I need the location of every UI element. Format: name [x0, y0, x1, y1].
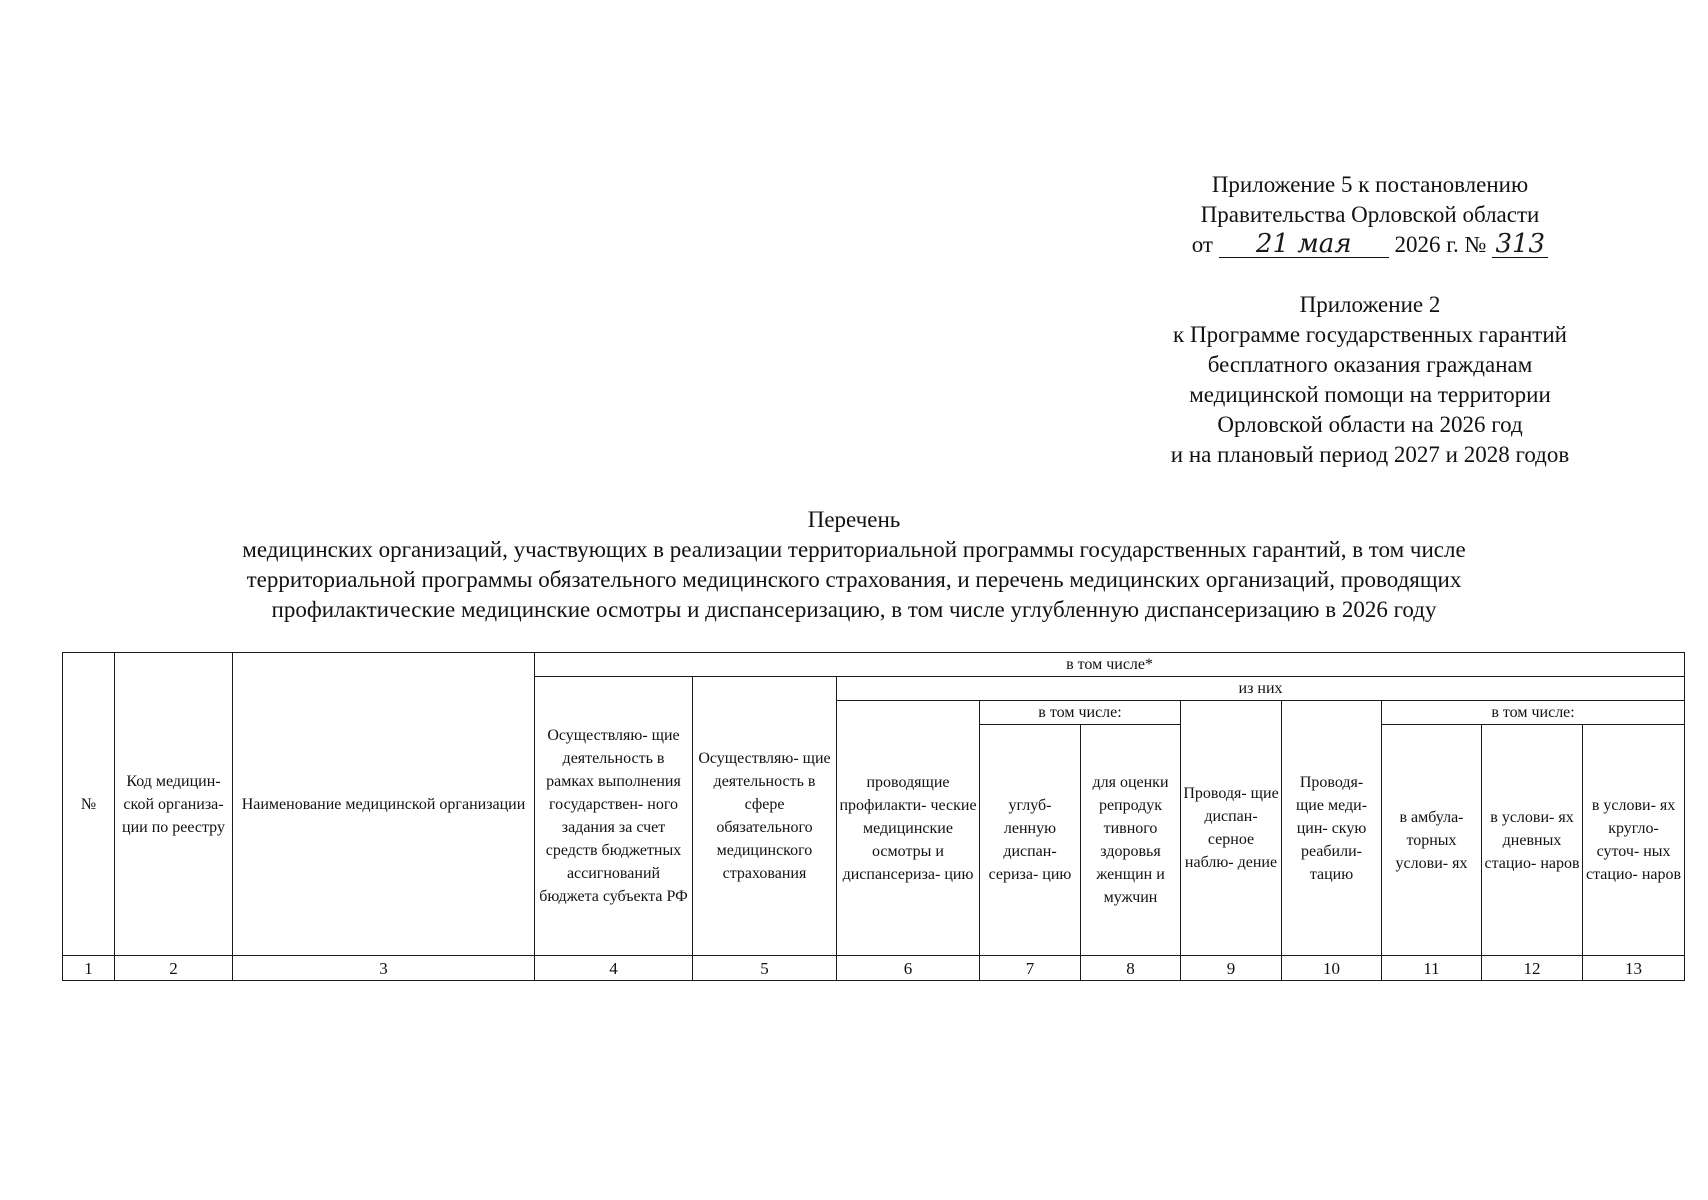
title-line: медицинских организаций, участвующих в реализации территориальной программы государственных гарантий, в том числе: [242, 537, 1466, 562]
header-group-including: в том числе*: [535, 653, 1685, 677]
annex2-line: медицинской помощи на территории: [1189, 382, 1551, 407]
column-number: 8: [1081, 956, 1181, 981]
annex2-line: Орловской области на 2026 год: [1217, 412, 1523, 437]
column-number: 12: [1482, 956, 1583, 981]
header-group-including-b: в том числе:: [1382, 701, 1685, 725]
header-round-clock-hospital: в услови- ях кругло- суточ- ных стацио- наров: [1583, 725, 1685, 956]
column-number: 4: [535, 956, 693, 981]
header-group-including-a: в том числе:: [980, 701, 1181, 725]
annex2-line: бесплатного оказания гражданам: [1207, 352, 1533, 377]
column-number: 5: [693, 956, 837, 981]
column-number: 6: [837, 956, 980, 981]
annex2-line: Приложение 2: [1299, 292, 1441, 317]
column-number: 7: [980, 956, 1081, 981]
header-group-of-them: из них: [837, 677, 1685, 701]
column-number: 11: [1382, 956, 1482, 981]
handwritten-number: 313: [1492, 231, 1548, 258]
header-oms-activity: Осуществляю- щие деятельность в сфере обязательного медицинского страхования: [693, 677, 837, 956]
annex5-line2: Правительства Орловской области: [1200, 202, 1540, 227]
header-preventive-exams: проводящие профилакти- ческие медицинские осмотры и диспансериза- цию: [837, 701, 980, 956]
column-number: 2: [115, 956, 233, 981]
header-organization-name: Наименование медицинской организации: [233, 653, 535, 956]
annex2-line: и на плановый период 2027 и 2028 годов: [1170, 442, 1570, 467]
header-budget-assignment: Осуществляю- щие деятельность в рамках выполнения государствен- ного задания за счет средств бюджетных ассигнований бюджета субъекта РФ: [535, 677, 693, 956]
title-line: профилактические медицинские осмотры и диспансеризацию, в том числе углубленную диспансеризацию в 2026 году: [271, 597, 1437, 622]
column-number: 3: [233, 956, 535, 981]
annex-5-reference: [1150, 170, 1590, 260]
annex5-year: 2026 г. №: [1394, 232, 1487, 257]
title-heading: Перечень: [807, 507, 901, 532]
header-day-hospital: в услови- ях дневных стацио- наров: [1482, 725, 1583, 956]
annex5-prefix: от: [1191, 232, 1213, 257]
column-number: 9: [1181, 956, 1282, 981]
header-outpatient: в амбула- торных услови- ях: [1382, 725, 1482, 956]
column-number: 10: [1282, 956, 1382, 981]
annex-2-reference: [1110, 290, 1630, 470]
annex5-line1: Приложение 5 к постановлению: [1211, 172, 1529, 197]
header-rehabilitation: Проводя- щие меди- цин- скую реабили- тацию: [1282, 701, 1382, 956]
header-dispensary-observation: Проводя- щие диспан- серное наблю- дение: [1181, 701, 1282, 956]
header-number: №: [63, 653, 115, 956]
organizations-table: [62, 652, 1685, 981]
annex5-date-row: [1150, 230, 1590, 260]
header-deep-dispensary: углуб- ленную диспан- сериза- цию: [980, 725, 1081, 956]
document-title: [40, 505, 1668, 625]
handwritten-date: 21 мая: [1219, 231, 1389, 258]
annex2-line: к Программе государственных гарантий: [1173, 322, 1567, 347]
header-registry-code: Код медицин- ской организа- ции по реестру: [115, 653, 233, 956]
column-number: 13: [1583, 956, 1685, 981]
title-line: территориальной программы обязательного медицинского страхования, и перечень медицинских организаций, проводящих: [246, 567, 1462, 592]
header-reproductive-health: для оценки репродук тивного здоровья женщин и мужчин: [1081, 725, 1181, 956]
column-number-row: [63, 956, 1685, 981]
column-number: 1: [63, 956, 115, 981]
